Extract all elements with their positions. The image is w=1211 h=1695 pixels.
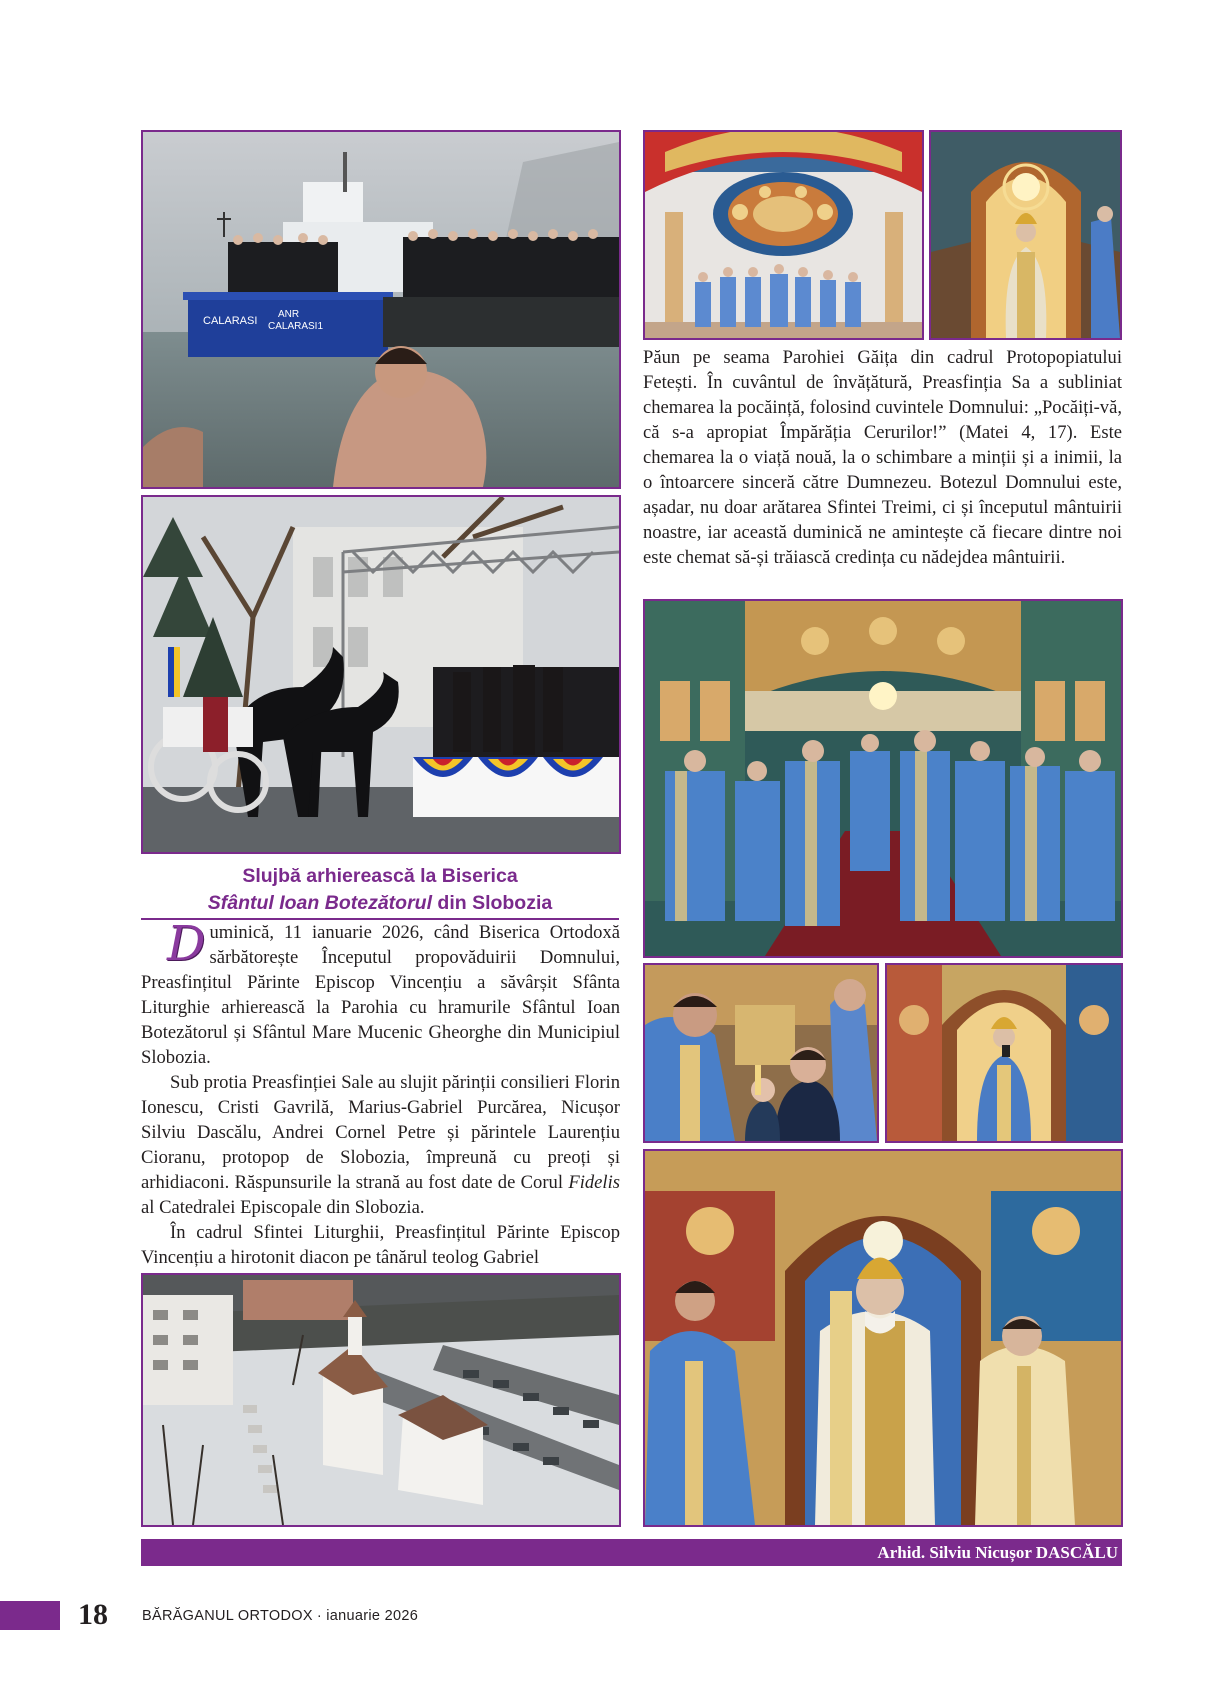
article-body-left: [141, 916, 620, 1268]
footer-accent-bar: [0, 1601, 60, 1630]
boat-label-1: CALARASI: [203, 315, 258, 327]
photo-bishop-with-deacons: [643, 1149, 1123, 1527]
article-title-church-name: Sfântul Ioan Botezătorul: [207, 892, 432, 914]
article-paragraph-3: În cadrul Sfintei Liturghii, Preasfințitul Părinte Episcop Vincențiu a hirotonit diacon pe tânărul teolog Gabriel: [141, 1222, 620, 1268]
publication-issue: · ianuarie 2026: [316, 1608, 419, 1624]
article-title-line2: [141, 890, 619, 917]
photo-horse-carriage: [141, 495, 621, 854]
article-paragraph-1: [141, 916, 620, 1070]
boat-label-2: ANR: [278, 309, 300, 320]
photo-altar-canopy: [643, 130, 924, 340]
article-heading: [141, 863, 619, 917]
paragraph-2-end: al Catedralei Episcopale din Slobozia.: [141, 1197, 425, 1218]
photo-bishop-preaching: [885, 963, 1123, 1143]
photo-bishop-iconostasis: [929, 130, 1122, 340]
photo-boat-blessing: [141, 130, 621, 489]
article-paragraph-4: Păun pe seama Parohiei Găița din cadrul Protopopiatului Fetești. În cuvântul de învățătură, Preasfinția Sa a subliniat chemarea la pocăință, folosind cuvintele Domnului: „Pocăiți-vă, că s-a apropiat Împărăția Cerurilor!” (Matei 4, 17). Este chemarea la o viață nouă, la o schimbare a minții și a inimii, la o întoarcere sinceră către Dumnezeu. Botezul Domnului este, așadar, nu doar arătarea Sfintei Treimi, ci și începutul mântuirii noastre, iar această duminică ne amintește că fiecare dintre noi este chemat să-și trăiască credința cu nădejdea mântuirii.: [643, 347, 1122, 568]
photo-communion: [643, 963, 879, 1143]
article-title-line1: Slujbă arhierească la Biserica: [242, 865, 518, 887]
page-number: 18: [78, 1598, 108, 1631]
article-title-location: din Slobozia: [437, 892, 553, 914]
paragraph-2-text: Sub protia Preasfinției Sale au slujit părinții consilieri Florin Ionescu, Cristi Gavrilă, Marius-Gabriel Purcărea, Nicușor Silviu Dascălu, Andrei Cornel Petre și părintele Laurențiu Cioranu, protopop de Slobozia, împreună cu preoți și arhidiaconi. Răspunsurile la strană au fost date de Corul: [141, 1072, 620, 1193]
boat-label-3: CALARASI1: [268, 321, 324, 332]
photo-aerial-church: [141, 1273, 621, 1527]
paragraph-1-text: uminică, 11 ianuarie 2026, când Biserica Ortodoxă sărbătorește Începutul propovăduirii Domnului, Preasfințitul Părinte Episcop Vincențiu a săvârșit Sfânta Liturghie arhierească la Parohia cu hramurile Sfântul Ioan Botezătorul și Sfântul Mare Mucenic Gheorghe din Municipiul Slobozia.: [141, 922, 620, 1068]
publication-info: [142, 1607, 418, 1625]
article-paragraph-2: [141, 1070, 620, 1220]
dropcap-letter: D: [167, 916, 206, 972]
choir-name: Fidelis: [568, 1172, 620, 1193]
publication-name: BĂRĂGANUL ORTODOX: [142, 1608, 313, 1624]
article-body-right: [643, 345, 1122, 595]
photo-church-interior-clergy: [643, 599, 1123, 958]
author-credit: Arhid. Silviu Nicușor DASCĂLU: [141, 1539, 1122, 1566]
